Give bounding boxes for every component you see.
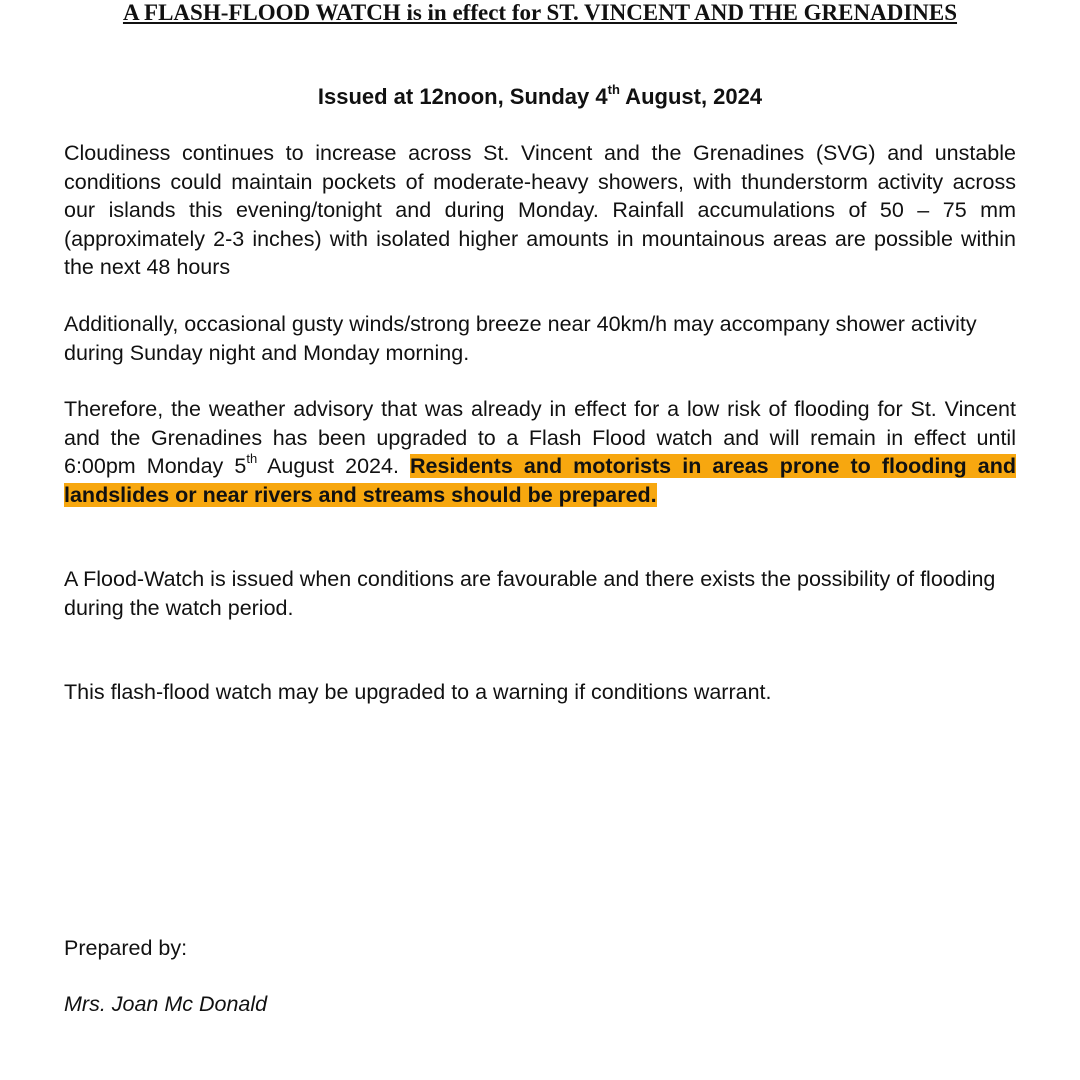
paragraph-winds: Additionally, occasional gusty winds/strong breeze near 40km/h may accompany shower activity during Sunday night and Monday morning. bbox=[64, 312, 977, 365]
paragraph-upgrade bbox=[64, 395, 1016, 509]
highlighted-warning: Residents and motorists in areas prone to flooding and landslides or near rivers and streams should be prepared. bbox=[64, 454, 1016, 507]
prepared-by-label: Prepared by: bbox=[64, 936, 188, 960]
upgrade-text-before: Therefore, the weather advisory that was already in effect for a low risk of flooding for St. Vincent and the Grenadines has been upgraded to a Flash Flood watch and will remain in effect until 6:00pm Monday 5 bbox=[64, 397, 1016, 478]
issued-line bbox=[0, 83, 1080, 111]
issued-day-suffix: th bbox=[607, 81, 620, 97]
upgrade-date-suffix: th bbox=[246, 450, 258, 466]
issued-prefix: Issued at 12noon, Sunday 4 bbox=[317, 84, 608, 109]
document-title: A FLASH-FLOOD WATCH is in effect for ST. VINCENT AND THE GRENADINES bbox=[122, 0, 958, 25]
upgrade-text-after: August 2024. bbox=[257, 454, 411, 478]
paragraph-rainfall: Cloudiness continues to increase across St. Vincent and the Grenadines (SVG) and unstable conditions could maintain pockets of moderate-heavy showers, with thunderstorm activity across our islands this evening/tonight and during Monday. Rainfall accumulations of 50 – 75 mm (approximately 2-3 inches) with isolated higher amounts in mountainous areas are possible within the next 48 hours bbox=[64, 141, 1016, 279]
prepared-by-name: Mrs. Joan Mc Donald bbox=[64, 992, 268, 1016]
paragraph-upgrade-note: This flash-flood watch may be upgraded to a warning if conditions warrant. bbox=[64, 680, 772, 704]
paragraph-definition: A Flood-Watch is issued when conditions are favourable and there exists the possibility of flooding during the watch period. bbox=[64, 567, 996, 620]
issued-suffix: August, 2024 bbox=[619, 84, 763, 109]
